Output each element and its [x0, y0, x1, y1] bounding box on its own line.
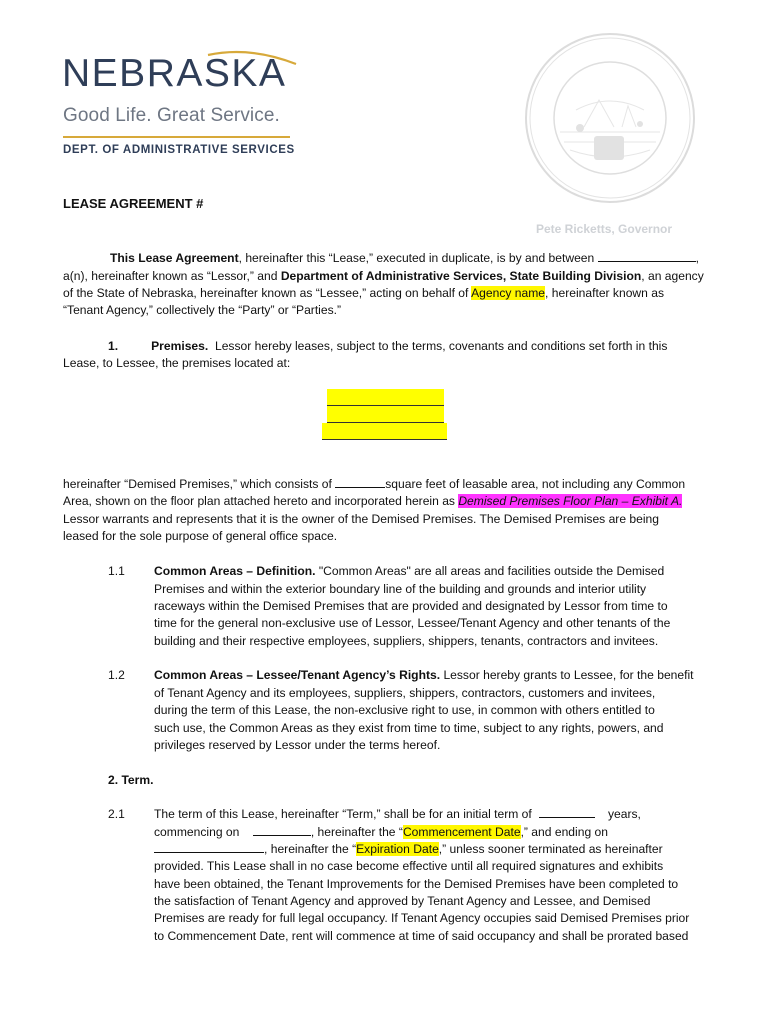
- section-2-1-line-3: , hereinafter the “Expiration Date,” unless sooner terminated as hereinafter: [154, 841, 663, 858]
- section-2-1-line-4: provided. This Lease shall in no case become effective until all required signatures and exhibits: [154, 859, 664, 873]
- address-field-1[interactable]: [327, 389, 444, 406]
- demised-line-2: Area, shown on the floor plan attached hereto and incorporated herein as Demised Premises Floor Plan – Exhibit A.: [63, 494, 683, 508]
- governor-name: Pete Ricketts, Governor: [536, 222, 673, 236]
- term-heading: 2. Term.: [108, 773, 154, 787]
- address-field-3[interactable]: [322, 423, 447, 440]
- logo-divider: [63, 136, 290, 138]
- lessor-name-blank: [598, 250, 696, 262]
- section-2-1-line-6: the satisfaction of Tenant Agency and approved by Tenant Agency and Lessee, and Demised: [154, 894, 651, 908]
- commencement-date-field: Commencement Date: [402, 825, 521, 839]
- section-1-1-heading: Common Areas – Definition.: [154, 564, 316, 578]
- demised-line-1: hereinafter “Demised Premises,” which consists of square feet of leasable area, not including any Common: [63, 477, 686, 491]
- section-1-1-line-5: building and their respective employees, suppliers, shippers, tenants, contractors and invitees.: [154, 634, 659, 648]
- section-2-1-line-8: to Commencement Date, rent will commence at time of said occupancy and shall be prorated based: [154, 929, 689, 943]
- section-1-1-line-2: Premises and within the exterior boundary line of the building and grounds and interior utility: [154, 582, 647, 596]
- section-1-2-line-3: during the term of this Lease, the non-exclusive right to use, in common with others entitled to: [154, 703, 655, 717]
- square-feet-blank: [335, 476, 385, 488]
- demised-line-4: leased for the sole purpose of general office space.: [63, 529, 338, 543]
- logo-department: DEPT. OF ADMINISTRATIVE SERVICES: [63, 144, 295, 156]
- premises-line-1: 1. Premises. Lessor hereby leases, subject to the terms, covenants and conditions set forth in this: [108, 339, 668, 353]
- section-1-2-line-4: such use, the Common Areas as they exist from time to time, subject to any rights, powers, and: [154, 721, 664, 735]
- expiration-date-field: Expiration Date: [356, 842, 439, 856]
- address-field-2[interactable]: [327, 406, 444, 423]
- premises-number: 1.: [108, 339, 119, 353]
- agency-name-field: Agency name: [471, 286, 546, 300]
- demised-line-3: Lessor warrants and represents that it is the owner of the Demised Premises. The Demised Premises are being: [63, 512, 660, 526]
- intro-term: This Lease Agreement: [110, 251, 239, 265]
- ending-date-blank: [154, 841, 264, 853]
- state-seal-icon: [524, 32, 696, 204]
- intro-line-3: of the State of Nebraska, hereinafter known as “Lessee,” acting on behalf of Agency name, hereinafter known as: [63, 286, 665, 300]
- section-1-1-line-1: Common Areas – Definition. "Common Areas" are all areas and facilities outside the Demised: [154, 564, 665, 578]
- document-title: LEASE AGREEMENT #: [63, 196, 204, 211]
- premises-line-2: Lease, to Lessee, the premises located at:: [63, 356, 291, 370]
- section-2-1-line-2: commencing on , hereinafter the “Commencement Date,” and ending on: [154, 825, 608, 839]
- section-1-1-line-4: time for the general non-exclusive use of Lessor, Lessee/Tenant Agency and other tenants of the: [154, 616, 671, 630]
- logo-wordmark: NEBRASKA: [62, 52, 287, 95]
- term-years-blank: [539, 806, 595, 818]
- section-1-1-number: 1.1: [108, 564, 125, 578]
- section-1-2-line-2: of Tenant Agency and its employees, suppliers, shippers, contractors, customers and invitees,: [154, 686, 656, 700]
- premises-heading: Premises.: [151, 339, 209, 353]
- section-1-2-heading: Common Areas – Lessee/Tenant Agency’s Rights.: [154, 668, 441, 682]
- section-1-2-line-1: Common Areas – Lessee/Tenant Agency’s Rights. Lessor hereby grants to Lessee, for the benefit: [154, 668, 694, 682]
- section-1-2-line-5: privileges reserved by Lessor under the terms hereof.: [154, 738, 441, 752]
- nebraska-logo: [60, 50, 310, 170]
- intro-line-4: “Tenant Agency,” collectively the “Party” or “Parties.”: [63, 303, 342, 317]
- section-2-1-line-5: have been obtained, the Tenant Improvements for the Demised Premises have been completed to: [154, 877, 679, 891]
- logo-tagline: Good Life. Great Service.: [63, 105, 280, 126]
- intro-line-1: This Lease Agreement, hereinafter this “Lease,” executed in duplicate, is by and between ,: [110, 251, 699, 265]
- intro-line-2: a(n), hereinafter known as “Lessor,” and Department of Administrative Services, State Building Division, an agency: [63, 269, 704, 283]
- commencing-date-blank: [253, 824, 311, 836]
- section-1-1-line-3: raceways within the Demised Premises that are provided and designated by Lessor from time to: [154, 599, 668, 613]
- exhibit-a-reference: Demised Premises Floor Plan – Exhibit A.: [458, 494, 683, 508]
- section-2-1-line-7: Premises are ready for full legal occupancy. If Tenant Agency occupies said Demised Premises prior: [154, 911, 690, 925]
- section-2-1-number: 2.1: [108, 807, 125, 821]
- lessee-name: Department of Administrative Services, State Building Division: [280, 269, 642, 283]
- section-2-1-line-1: The term of this Lease, hereinafter “Term,” shall be for an initial term of years,: [154, 807, 641, 821]
- section-1-2-number: 1.2: [108, 668, 125, 682]
